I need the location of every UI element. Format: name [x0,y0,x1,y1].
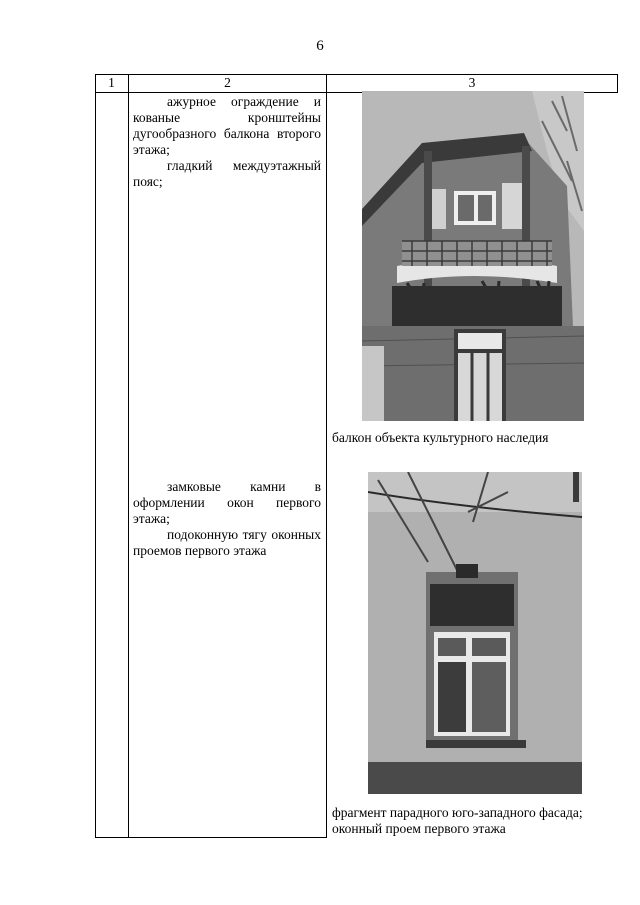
column-divider-2 [326,74,327,838]
row-1-caption: балкон объекта культурного наследия [332,430,549,445]
row-2-paragraph-1: замковые камни в оформлении окон первого этажа; [133,479,321,526]
column-header-1: 1 [108,75,115,90]
row-1-paragraph-1: ажурное ограждение и кованые кронштейны дугообразного балкона второго этажа; [133,94,321,157]
column-divider-1 [128,74,129,838]
table-border-bottom [95,837,327,838]
table-border-right [617,74,618,93]
balcony-photo [362,91,584,421]
window-photo [368,472,582,794]
row-2-caption: фрагмент парадного юго-западного фасада; оконный проем первого этажа [332,805,583,836]
row-1-paragraph-2: гладкий междуэтажный пояс; [133,158,321,189]
row-1-description [133,94,321,190]
column-header-2: 2 [224,75,231,90]
heritage-table [95,74,618,838]
row-2-description [133,479,321,559]
column-header-3: 3 [468,75,476,90]
row-2-paragraph-2: подоконную тягу оконных проемов первого этажа [133,527,321,558]
page-number: 6 [316,38,324,54]
table-border-left [95,74,96,838]
